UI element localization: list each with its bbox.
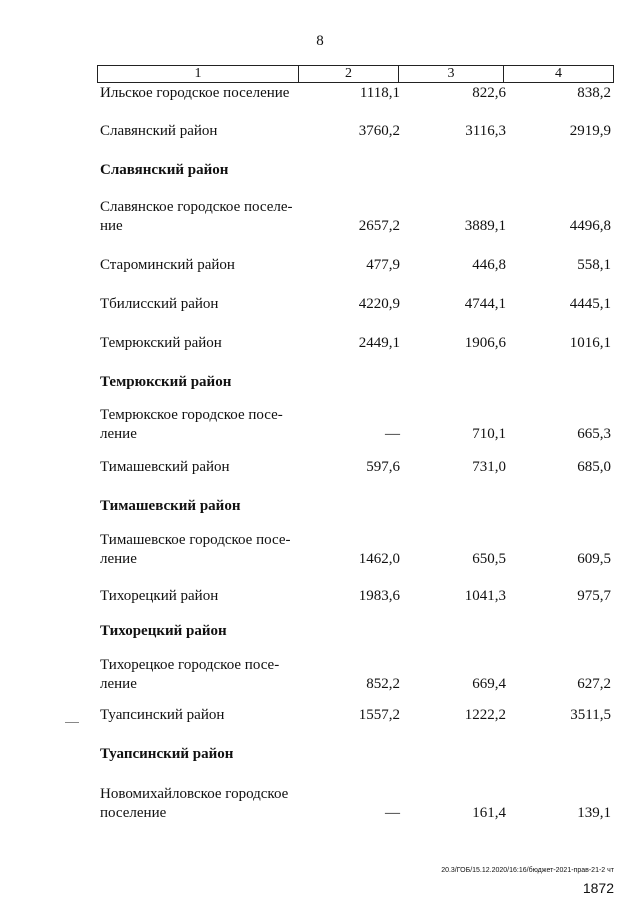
section-heading: Славянский район [100, 162, 229, 178]
cell-col-4: 4445,1 [569, 296, 611, 312]
cell-col-2: 852,2 [366, 676, 400, 692]
cell-col-3: 710,1 [472, 426, 506, 442]
row-label: Ильское городское поселение [100, 85, 290, 101]
cell-col-3: 1041,3 [464, 588, 506, 604]
cell-col-4: 665,3 [577, 426, 611, 442]
cell-col-4: 1016,1 [569, 335, 611, 351]
cell-col-2: 477,9 [366, 257, 400, 273]
cell-col-2: 1983,6 [358, 588, 400, 604]
cell-col-4: 685,0 [577, 459, 611, 475]
cell-col-3: 669,4 [472, 676, 506, 692]
section-heading: Темрюкский район [100, 374, 232, 390]
row-label: Тихорецкий район [100, 588, 219, 604]
row-label: Тимашевский район [100, 459, 230, 475]
row-label: Тихорецкое городское посе- ление [100, 657, 280, 692]
section-heading: Тимашевский район [100, 498, 241, 514]
cell-col-3: 3116,3 [465, 123, 506, 139]
page-number: 8 [316, 33, 324, 49]
cell-col-3: 731,0 [472, 459, 506, 475]
column-header-1: 1 [194, 66, 202, 81]
row-label: Славянское городское поселе- ние [100, 199, 293, 234]
cell-col-3: 1906,6 [464, 335, 506, 351]
row-label: Темрюкский район [100, 335, 222, 351]
cell-col-4: 558,1 [577, 257, 611, 273]
cell-col-2: 597,6 [366, 459, 400, 475]
cell-col-3: 1222,2 [464, 707, 506, 723]
row-label: Славянский район [100, 123, 218, 139]
cell-col-2: 1557,2 [358, 707, 400, 723]
row-label: Староминский район [100, 257, 235, 273]
column-header-3: 3 [398, 66, 503, 82]
cell-col-4: 838,2 [577, 85, 611, 101]
margin-mark [65, 722, 79, 723]
section-heading: Туапсинский район [100, 746, 234, 762]
cell-col-3: 822,6 [472, 85, 506, 101]
cell-col-3: 446,8 [472, 257, 506, 273]
cell-col-4: 4496,8 [569, 218, 611, 234]
cell-col-3: 161,4 [472, 805, 506, 821]
footer-document-code: 20.3/ГОБ/15.12.2020/16:16/бюджет-2021-прав-21-2 чт [441, 867, 614, 874]
cell-col-4: 975,7 [577, 588, 611, 604]
cell-col-3: 4744,1 [464, 296, 506, 312]
row-label: Туапсинский район [100, 707, 225, 723]
cell-col-4: 2919,9 [569, 123, 611, 139]
cell-col-2: — [385, 805, 400, 821]
cell-col-2: 3760,2 [358, 123, 400, 139]
cell-col-2: 2657,2 [358, 218, 400, 234]
cell-col-2: 4220,9 [358, 296, 400, 312]
column-header-4: 4 [503, 66, 613, 82]
cell-col-4: 627,2 [577, 676, 611, 692]
row-label: Тбилисский район [100, 296, 219, 312]
cell-col-4: 139,1 [577, 805, 611, 821]
row-label: Новомихайловское городское поселение [100, 786, 289, 821]
footer-page-number: 1872 [582, 880, 614, 896]
cell-col-4: 3511,5 [570, 707, 611, 723]
cell-col-3: 3889,1 [464, 218, 506, 234]
row-label: Темрюкское городское посе- ление [100, 407, 283, 442]
cell-col-2: — [385, 426, 400, 442]
row-label: Тимашевское городское посе- ление [100, 532, 291, 567]
cell-col-2: 1462,0 [358, 551, 400, 567]
section-heading: Тихорецкий район [100, 623, 227, 639]
cell-col-3: 650,5 [472, 551, 506, 567]
table-header [97, 65, 614, 83]
cell-col-4: 609,5 [577, 551, 611, 567]
cell-col-2: 1118,1 [359, 85, 400, 101]
column-header-2: 2 [298, 66, 398, 82]
cell-col-2: 2449,1 [358, 335, 400, 351]
